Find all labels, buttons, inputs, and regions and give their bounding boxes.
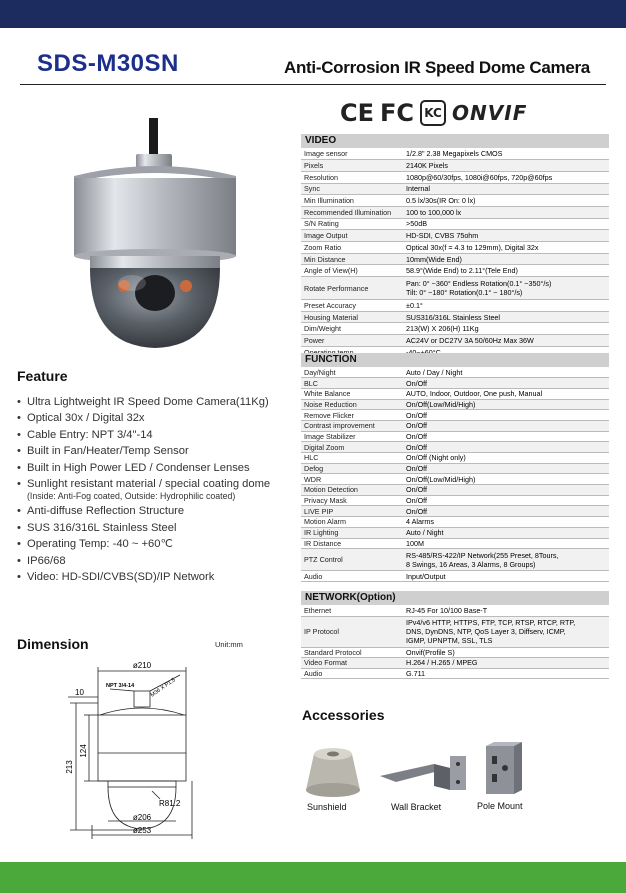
spec-key: Day/Night: [301, 367, 403, 378]
spec-row: [301, 206, 609, 218]
spec-value: 2140K Pixels: [403, 160, 609, 172]
feature-text: Optical 30x / Digital 32x: [27, 412, 145, 425]
spec-row: [301, 410, 609, 421]
cable: [149, 118, 158, 158]
housing-body: [74, 178, 236, 256]
accessory-label-pole-mount: Pole Mount: [477, 801, 523, 811]
header-divider: [20, 84, 606, 85]
spec-key: Min Illumination: [301, 195, 403, 207]
feature-text: Anti-diffuse Reflection Structure: [27, 505, 185, 518]
spec-value: [403, 277, 609, 300]
spec-value: 1080p@60/30fps, 1080i@60fps, 720p@60fps: [403, 171, 609, 183]
camera-product-image: [60, 118, 250, 350]
spec-value: On/Off: [403, 506, 609, 517]
spec-key: Image Stabilizer: [301, 431, 403, 442]
spec-value: 10mm(Wide End): [403, 253, 609, 265]
spec-value: On/Off: [403, 485, 609, 496]
spec-row: [301, 474, 609, 485]
spec-value-line: DNS, DynDNS, NTP, QoS Layer 3, Diffserv, ICMP,: [406, 627, 566, 636]
spec-value: H.264 / H.265 / MPEG: [403, 658, 609, 669]
leader-npt: [110, 689, 134, 691]
spec-row: [301, 442, 609, 453]
spec-row: [301, 171, 609, 183]
bullet-icon: •: [17, 478, 21, 491]
housing-top-outline: [100, 708, 184, 715]
bullet-icon: •: [17, 396, 21, 408]
spec-row: [301, 253, 609, 265]
dome-highlight: [118, 275, 146, 291]
feature-item: [17, 520, 307, 536]
spec-value: Optical 30x(f = 4.3 to 129mm), Digital 32x: [403, 242, 609, 254]
bullet-icon: •: [17, 412, 21, 425]
onvif-logo-icon: ONVIF: [452, 101, 528, 125]
spec-row: [301, 527, 609, 538]
spec-value: On/Off: [403, 420, 609, 431]
network-section-title: NETWORK(Option): [301, 591, 609, 605]
product-subtitle: Anti-Corrosion IR Speed Dome Camera: [284, 58, 590, 77]
spec-value-line: IGMP, UPNPTM, SSL, TLS: [406, 636, 493, 645]
spec-row: [301, 388, 609, 399]
spec-key: Defog: [301, 463, 403, 474]
spec-value: On/Off: [403, 431, 609, 442]
feature-item: [17, 427, 307, 443]
spec-row: [301, 323, 609, 335]
spec-value: 0.5 lx/30s(IR On: 0 lx): [403, 195, 609, 207]
feature-text: Built in Fan/Heater/Temp Sensor: [27, 445, 189, 458]
spec-row: [301, 668, 609, 679]
spec-value: G.711: [403, 668, 609, 679]
spec-value: 213(W) X 206(H) 11Kg: [403, 323, 609, 335]
spec-row: [301, 148, 609, 160]
spec-value-line: IPv4/v6 HTTP, HTTPS, FTP, TCP, RTSP, RTCP, RTP,: [406, 618, 576, 627]
leader-r: [152, 791, 160, 799]
feature-item: [17, 569, 307, 585]
dimension-drawing: [0, 655, 300, 845]
accessory-label-wall-bracket: Wall Bracket: [391, 802, 442, 812]
spec-row: [301, 311, 609, 323]
spec-value: 1/2.8" 2.38 Megapixels CMOS: [403, 148, 609, 160]
function-section-title: FUNCTION: [301, 353, 609, 367]
spec-value: RJ-45 For 10/100 Base-T: [403, 605, 609, 616]
spec-key: Image sensor: [301, 148, 403, 160]
spec-row: [301, 571, 609, 582]
dim-label-213: 213: [65, 760, 74, 774]
spec-key: Audio: [301, 668, 403, 679]
spec-row: [301, 658, 609, 669]
feature-text: Ultra Lightweight IR Speed Dome Camera(11Kg): [27, 396, 269, 408]
spec-row: [301, 300, 609, 312]
spec-key: Housing Material: [301, 311, 403, 323]
spec-key: S/N Rating: [301, 218, 403, 230]
spec-row: [301, 616, 609, 647]
feature-item: [17, 460, 307, 476]
spec-row: [301, 453, 609, 464]
model-name: SDS-M30SN: [37, 50, 179, 77]
spec-key: IR Distance: [301, 538, 403, 549]
spec-row: [301, 549, 609, 571]
dimension-unit: Unit:mm: [215, 640, 243, 649]
feature-text: Operating Temp: -40 ~ +60℃: [27, 538, 174, 551]
cable-gland: [136, 154, 172, 168]
spec-row: [301, 195, 609, 207]
bullet-icon: •: [17, 554, 21, 567]
spec-value: On/Off(Low/Mid/High): [403, 474, 609, 485]
accessory-label-sunshield: Sunshield: [307, 802, 347, 812]
feature-text: Sunlight resistant material / special coating dome: [27, 478, 271, 491]
spec-row: [301, 218, 609, 230]
dome-collar: [90, 256, 220, 268]
wall-bracket-image: [378, 750, 470, 794]
spec-row: [301, 277, 609, 300]
feature-text: Cable Entry: NPT 3/4"-14: [27, 428, 153, 441]
feature-item: [17, 503, 307, 519]
spec-value: On/Off (Night only): [403, 453, 609, 464]
spec-key: Contrast improvement: [301, 420, 403, 431]
spec-row: [301, 183, 609, 195]
spec-value-line: Tilt: 0° ~180° Rotation(0.1° ~ 180°/s): [406, 288, 523, 298]
spec-row: [301, 420, 609, 431]
spec-key: Pixels: [301, 160, 403, 172]
spec-row: [301, 399, 609, 410]
spec-key: Audio: [301, 571, 403, 582]
pole-mount-image: [478, 740, 526, 796]
dim-label-r: R81.2: [159, 799, 181, 808]
spec-value: On/Off(Low/Mid/High): [403, 399, 609, 410]
ce-mark-icon: CE: [340, 99, 375, 127]
spec-value-line: Pan: 0° ~360° Endless Rotation(0.1° ~350°/s): [406, 279, 552, 289]
network-spec-table: [301, 605, 609, 679]
spec-value: 100M: [403, 538, 609, 549]
spec-value: Input/Output: [403, 571, 609, 582]
spec-value: 4 Alarms: [403, 517, 609, 528]
dim-label-124: 124: [79, 744, 88, 758]
spec-row: [301, 506, 609, 517]
sunshield-image: [302, 740, 364, 798]
spec-value: On/Off: [403, 442, 609, 453]
bullet-icon: •: [17, 428, 21, 441]
cable-gland-outline: [134, 691, 150, 707]
certification-logos: [340, 98, 527, 128]
spec-key: Angle of View(H): [301, 265, 403, 277]
spec-key: Remove Flicker: [301, 410, 403, 421]
spec-row: [301, 463, 609, 474]
spec-value-line: RS-485/RS-422/IP Network(255 Preset, 8Tours,: [406, 550, 559, 560]
feature-item: [17, 553, 307, 569]
bullet-icon: •: [17, 521, 21, 534]
spec-row: [301, 378, 609, 389]
spec-value: Onvif(Profile S): [403, 647, 609, 658]
dome-outline: [108, 787, 176, 829]
spec-row: [301, 605, 609, 616]
spec-row: [301, 160, 609, 172]
spec-key: BLC: [301, 378, 403, 389]
spec-key: Privacy Mask: [301, 495, 403, 506]
spec-key: Noise Reduction: [301, 399, 403, 410]
spec-key: HLC: [301, 453, 403, 464]
spec-value-line: 8 Swings, 16 Areas, 3 Alarms, 8 Groups): [406, 559, 536, 569]
spec-value: [403, 549, 609, 571]
feature-text: Built in High Power LED / Condenser Lenses: [27, 461, 250, 474]
spec-value: On/Off: [403, 495, 609, 506]
spec-key: Power: [301, 335, 403, 347]
bullet-icon: •: [17, 571, 21, 584]
feature-item: [17, 443, 307, 459]
video-section-title: VIDEO: [301, 134, 609, 148]
feature-title: Feature: [17, 368, 68, 384]
spec-value: SUS316/316L Stainless Steel: [403, 311, 609, 323]
spec-value: On/Off: [403, 378, 609, 389]
spec-key: Video Format: [301, 658, 403, 669]
feature-text: SUS 316/316L Stainless Steel: [27, 521, 177, 534]
spec-value: 100 to 100,000 lx: [403, 206, 609, 218]
function-spec-table: [301, 367, 609, 582]
dim-label-10: 10: [75, 688, 84, 697]
spec-key: Ethernet: [301, 605, 403, 616]
bullet-icon: •: [17, 461, 21, 474]
spec-key: Preset Accuracy: [301, 300, 403, 312]
spec-row: [301, 367, 609, 378]
spec-key: Image Output: [301, 230, 403, 242]
spec-value: Auto / Day / Night: [403, 367, 609, 378]
feature-list: [17, 394, 307, 585]
dim-label-210: ø210: [132, 661, 152, 670]
dim-label-npt: NPT 3/4-14: [106, 683, 135, 689]
spec-key: IR Lighting: [301, 527, 403, 538]
spec-row: [301, 242, 609, 254]
video-section: [301, 134, 609, 359]
spec-key: Sync: [301, 183, 403, 195]
spec-value: HD-SDI, CVBS 75ohm: [403, 230, 609, 242]
feature-subnote: (Inside: Anti-Fog coated, Outside: Hydrophilic coated): [27, 491, 236, 502]
spec-key: White Balance: [301, 388, 403, 399]
fcc-mark-icon: FC: [380, 99, 415, 127]
spec-row: [301, 265, 609, 277]
spec-key: LIVE PIP: [301, 506, 403, 517]
spec-row: [301, 230, 609, 242]
spec-value: AUTO, Indoor, Outdoor, One push, Manual: [403, 388, 609, 399]
spec-key: Min Distance: [301, 253, 403, 265]
spec-key: Standard Protocol: [301, 647, 403, 658]
spec-value: On/Off: [403, 410, 609, 421]
video-spec-table: [301, 148, 609, 359]
bottom-color-bar: [0, 862, 626, 893]
spec-value: Auto / Night: [403, 527, 609, 538]
spec-key: Zoom Ratio: [301, 242, 403, 254]
dim-label-thread: M36 X P1.5: [149, 677, 177, 699]
spec-key: Rotate Performance: [301, 277, 403, 300]
spec-value: Internal: [403, 183, 609, 195]
dim-label-253: ø253: [132, 826, 152, 835]
feature-item: [17, 536, 307, 552]
spec-value: >50dB: [403, 218, 609, 230]
spec-value: AC24V or DC27V 3A 50/60Hz Max 36W: [403, 335, 609, 347]
spec-row: [301, 538, 609, 549]
spec-value: ±0.1°: [403, 300, 609, 312]
spec-key: Digital Zoom: [301, 442, 403, 453]
spec-row: [301, 517, 609, 528]
spec-key: PTZ Control: [301, 549, 403, 571]
spec-value: 58.9°(Wide End) to 2.11°(Tele End): [403, 265, 609, 277]
top-color-bar: [0, 0, 626, 28]
spec-key: Motion Alarm: [301, 517, 403, 528]
feature-item: [17, 394, 307, 410]
bullet-icon: •: [17, 538, 21, 551]
accessories-title: Accessories: [302, 707, 385, 723]
spec-key: Resolution: [301, 171, 403, 183]
spec-row: [301, 431, 609, 442]
spec-row: [301, 335, 609, 347]
dim-label-206: ø206: [132, 813, 152, 822]
feature-item: [17, 410, 307, 426]
spec-row: [301, 495, 609, 506]
function-section: [301, 353, 609, 582]
housing-outline: [98, 715, 186, 781]
network-section: [301, 591, 609, 679]
spec-key: Motion Detection: [301, 485, 403, 496]
dimension-title: Dimension: [17, 636, 89, 652]
spec-row: [301, 485, 609, 496]
bullet-icon: •: [17, 505, 21, 518]
spec-row: [301, 647, 609, 658]
spec-key: Dim/Weight: [301, 323, 403, 335]
spec-key: Recommended Illumination: [301, 206, 403, 218]
bullet-icon: •: [17, 445, 21, 458]
spec-value: On/Off: [403, 463, 609, 474]
feature-text: IP66/68: [27, 554, 66, 567]
spec-value: [403, 616, 609, 647]
collar-outline: [108, 781, 176, 787]
feature-text: Video: HD-SDI/CVBS(SD)/IP Network: [27, 571, 215, 584]
ir-led-right: [180, 280, 192, 292]
spec-key: WDR: [301, 474, 403, 485]
kc-mark-icon: KC: [420, 100, 446, 126]
spec-key: IP Protocol: [301, 616, 403, 647]
